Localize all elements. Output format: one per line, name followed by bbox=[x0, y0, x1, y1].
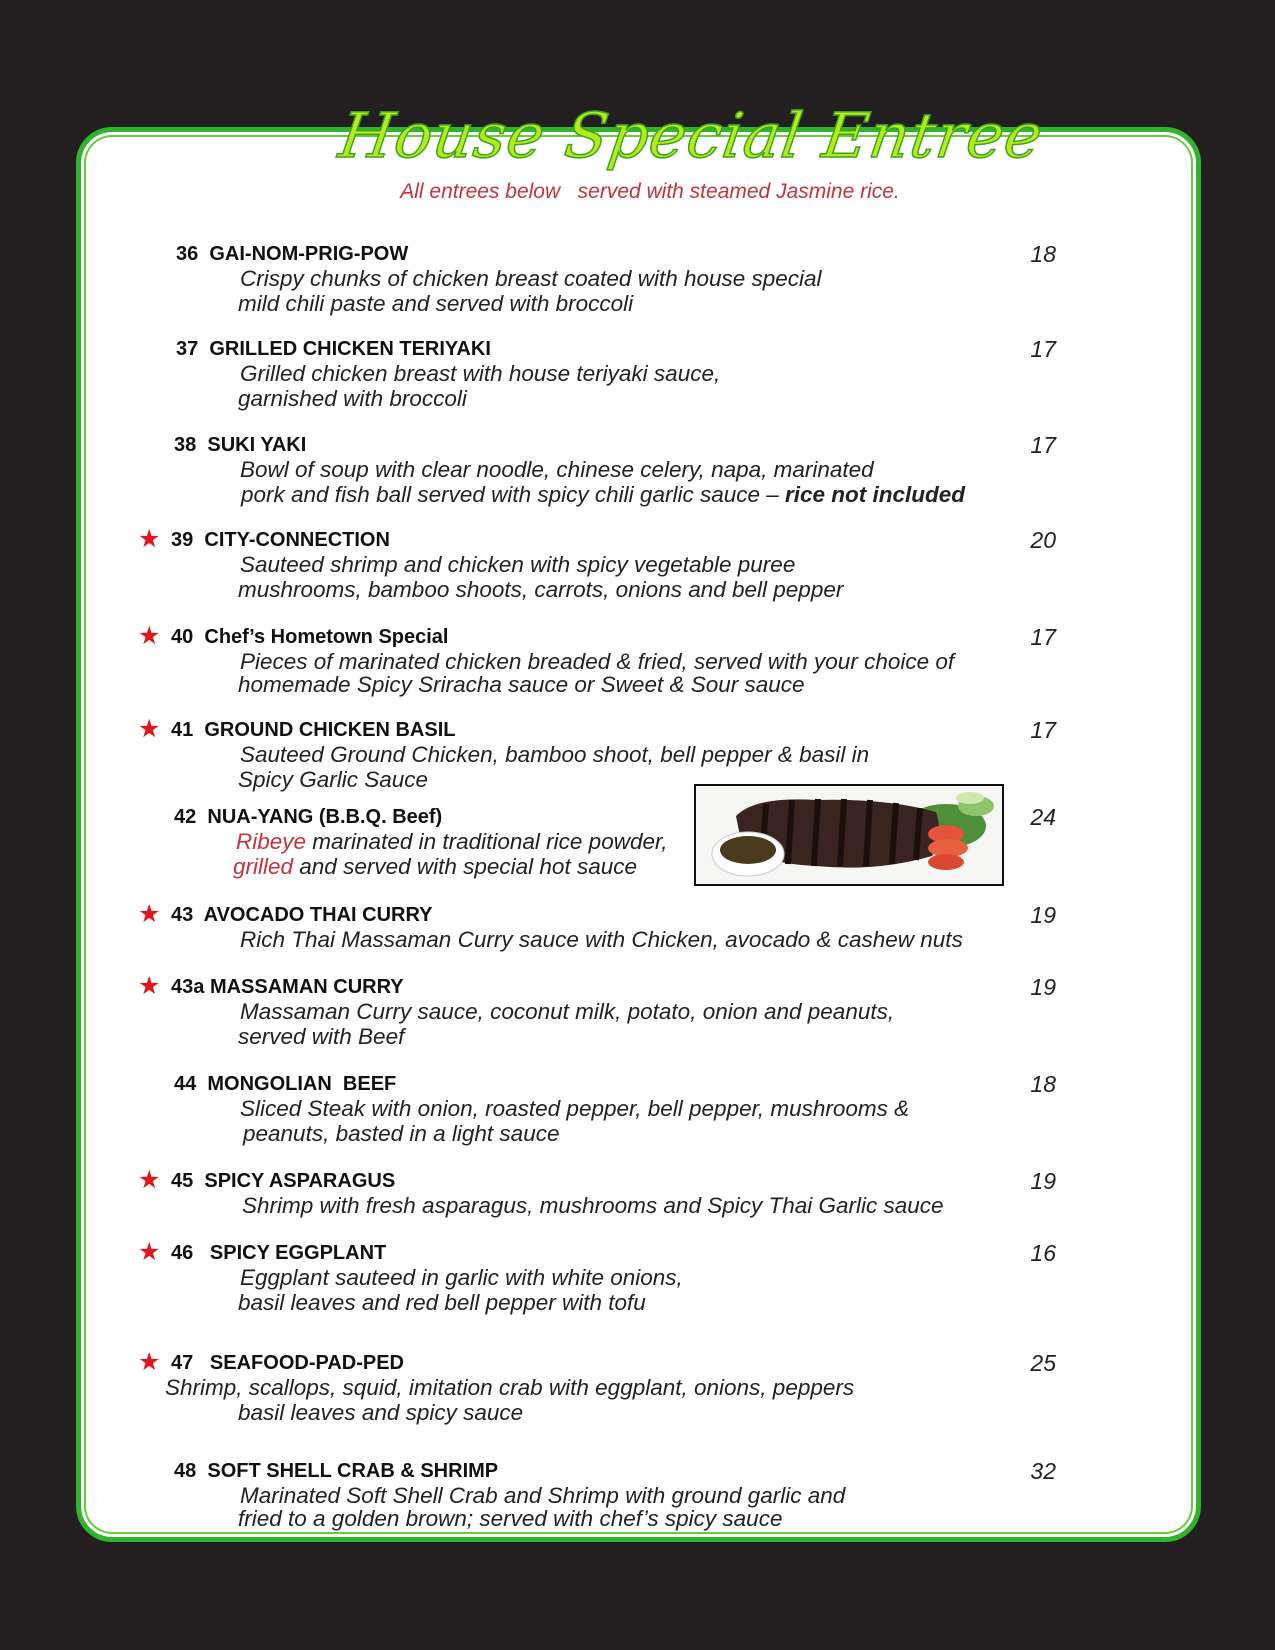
item-heading bbox=[171, 718, 456, 742]
item-description-line2: fried to a golden brown; served with chef’s spicy sauce bbox=[238, 1506, 783, 1531]
item-number: 43 bbox=[171, 904, 194, 926]
item-heading bbox=[176, 337, 491, 361]
item-price: 32 bbox=[1030, 1458, 1056, 1484]
item-number: 39 bbox=[171, 529, 194, 551]
item-description-line1: Eggplant sauteed in garlic with white onions, bbox=[240, 1265, 683, 1290]
star-icon: ★ bbox=[138, 621, 161, 650]
item-heading bbox=[171, 625, 449, 649]
item-description-text: and served with special hot sauce bbox=[293, 854, 637, 879]
item-description-line1: Sauteed Ground Chicken, bamboo shoot, bell pepper & basil in bbox=[240, 742, 870, 767]
item-description-line2: peanuts, basted in a light sauce bbox=[243, 1121, 560, 1146]
item-price: 17 bbox=[1030, 624, 1056, 650]
item-heading bbox=[171, 1351, 404, 1375]
item-name: MASSAMAN CURRY bbox=[209, 976, 404, 998]
item-description-line2: garnished with broccoli bbox=[238, 386, 467, 411]
bbq-beef-photo bbox=[694, 784, 1004, 886]
item-description-text: pork and fish ball served with spicy chili garlic sauce – bbox=[241, 482, 779, 507]
rice-not-included-note: rice not included bbox=[785, 482, 966, 507]
item-description-line1: Bowl of soup with clear noodle, chinese celery, napa, marinated bbox=[240, 457, 874, 482]
item-name: Chef’s Hometown Special bbox=[204, 626, 449, 648]
item-description-line1: Sauteed shrimp and chicken with spicy vegetable puree bbox=[240, 552, 796, 577]
item-price: 19 bbox=[1030, 1168, 1056, 1194]
item-price: 17 bbox=[1030, 432, 1056, 458]
item-name: SEAFOOD-PAD-PED bbox=[209, 1352, 405, 1374]
item-number: 38 bbox=[174, 434, 197, 456]
item-name: GAI-NOM-PRIG-POW bbox=[209, 243, 409, 265]
item-price: 24 bbox=[1030, 804, 1056, 830]
item-number: 42 bbox=[174, 806, 197, 828]
item-description-line2 bbox=[233, 854, 637, 879]
star-icon: ★ bbox=[138, 1237, 161, 1266]
item-heading bbox=[176, 242, 408, 266]
star-icon: ★ bbox=[138, 971, 161, 1000]
item-price: 20 bbox=[1030, 527, 1056, 553]
star-icon: ★ bbox=[138, 524, 161, 553]
item-number: 45 bbox=[171, 1170, 194, 1192]
item-name: GRILLED CHICKEN TERIYAKI bbox=[209, 338, 491, 360]
item-price: 19 bbox=[1030, 974, 1056, 1000]
star-icon: ★ bbox=[138, 899, 161, 928]
item-description-line1: Pieces of marinated chicken breaded & fried, served with your choice of bbox=[240, 649, 955, 674]
item-description-line1: Sliced Steak with onion, roasted pepper, bell pepper, mushrooms & bbox=[240, 1096, 910, 1121]
item-name: SUKI YAKI bbox=[207, 434, 307, 456]
item-description-line1 bbox=[236, 829, 668, 854]
item-name: CITY-CONNECTION bbox=[204, 529, 390, 551]
item-price: 19 bbox=[1030, 902, 1056, 928]
item-name: SPICY EGGPLANT bbox=[209, 1242, 387, 1264]
item-description-line1: Grilled chicken breast with house teriyaki sauce, bbox=[240, 361, 721, 386]
item-description-line1: Massaman Curry sauce, coconut milk, potato, onion and peanuts, bbox=[240, 999, 895, 1024]
item-number: 43a bbox=[171, 976, 205, 998]
item-name: AVOCADO THAI CURRY bbox=[203, 904, 433, 926]
item-number: 40 bbox=[171, 626, 194, 648]
item-heading bbox=[171, 1169, 395, 1193]
item-price: 17 bbox=[1030, 336, 1056, 362]
item-description-line2: basil leaves and spicy sauce bbox=[238, 1400, 524, 1425]
item-heading bbox=[171, 975, 404, 999]
star-icon: ★ bbox=[138, 714, 161, 743]
item-number: 36 bbox=[176, 243, 199, 265]
item-name: MONGOLIAN BEEF bbox=[207, 1073, 397, 1095]
item-description-line2: mild chili paste and served with broccoli bbox=[238, 291, 634, 316]
item-name: SOFT SHELL CRAB & SHRIMP bbox=[207, 1460, 499, 1482]
item-heading bbox=[171, 1241, 386, 1265]
item-description-line1: Rich Thai Massaman Curry sauce with Chicken, avocado & cashew nuts bbox=[240, 927, 963, 952]
item-description-line2: mushrooms, bamboo shoots, carrots, onions and bell pepper bbox=[238, 577, 844, 602]
item-description-line2: served with Beef bbox=[238, 1024, 405, 1049]
grilled-beef-image bbox=[696, 786, 1002, 884]
item-description-text: marinated in traditional rice powder, bbox=[306, 829, 668, 854]
item-heading bbox=[174, 433, 306, 457]
menu-title: House Special Entree bbox=[334, 99, 1048, 172]
item-number: 46 bbox=[171, 1242, 194, 1264]
item-price: 18 bbox=[1030, 241, 1056, 267]
item-description-line1: Marinated Soft Shell Crab and Shrimp with ground garlic and bbox=[240, 1483, 846, 1508]
item-price: 25 bbox=[1030, 1350, 1056, 1376]
item-number: 48 bbox=[174, 1460, 197, 1482]
item-description-line2 bbox=[241, 482, 965, 507]
item-name: NUA-YANG (B.B.Q. Beef) bbox=[207, 806, 443, 828]
star-icon: ★ bbox=[138, 1347, 161, 1376]
menu-subtitle: All entrees below served with steamed Jasmine rice. bbox=[400, 180, 900, 203]
item-description-line1: Crispy chunks of chicken breast coated with house special bbox=[240, 266, 822, 291]
item-heading bbox=[174, 805, 442, 829]
item-heading bbox=[174, 1072, 396, 1096]
item-description-line1: Shrimp with fresh asparagus, mushrooms and Spicy Thai Garlic sauce bbox=[242, 1193, 944, 1218]
item-name: GROUND CHICKEN BASIL bbox=[204, 719, 456, 741]
item-number: 41 bbox=[171, 719, 194, 741]
item-number: 47 bbox=[171, 1352, 194, 1374]
item-price: 17 bbox=[1030, 717, 1056, 743]
grilled-highlight: grilled bbox=[233, 854, 294, 879]
item-heading bbox=[171, 528, 390, 552]
item-heading bbox=[174, 1459, 498, 1483]
item-price: 18 bbox=[1030, 1071, 1056, 1097]
item-name: SPICY ASPARAGUS bbox=[204, 1170, 396, 1192]
item-description-line1: Shrimp, scallops, squid, imitation crab with eggplant, onions, peppers bbox=[165, 1375, 855, 1400]
item-description-line2: homemade Spicy Sriracha sauce or Sweet & Sour sauce bbox=[238, 672, 805, 697]
item-number: 44 bbox=[174, 1073, 197, 1095]
item-description-line2: Spicy Garlic Sauce bbox=[238, 767, 429, 792]
item-heading bbox=[171, 903, 433, 927]
ribeye-highlight: Ribeye bbox=[236, 829, 307, 854]
star-icon: ★ bbox=[138, 1165, 161, 1194]
item-description-line2: basil leaves and red bell pepper with tofu bbox=[238, 1290, 646, 1315]
item-price: 16 bbox=[1030, 1240, 1056, 1266]
item-number: 37 bbox=[176, 338, 199, 360]
